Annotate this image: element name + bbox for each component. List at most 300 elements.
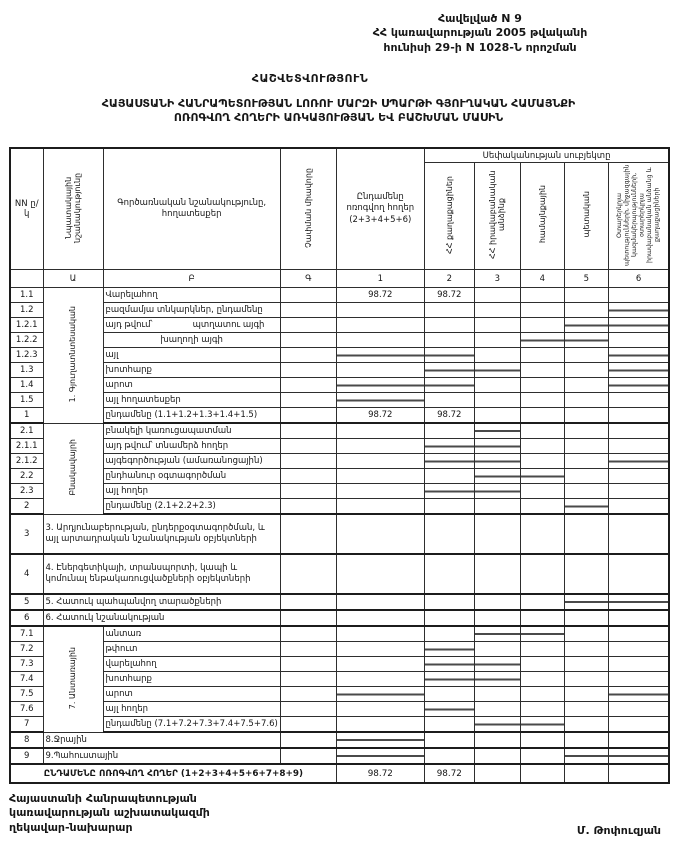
land-type-cell	[103, 363, 280, 378]
value-cell	[608, 610, 669, 626]
row-number-cell: 5	[10, 594, 43, 610]
group-label-cell	[43, 423, 103, 514]
land-type-label: 4. Էներգետիկայի, տրանսպորտի, կապի և կոմունալ ենթակառուցվածքների օբյեկտների	[45, 563, 251, 584]
value-cell	[564, 657, 608, 672]
value-cell	[608, 348, 669, 363]
table-row	[10, 348, 669, 363]
table-row	[10, 748, 669, 764]
value-cell	[336, 626, 424, 642]
value-cell	[424, 378, 474, 393]
value-cell	[608, 363, 669, 378]
column-header-total: Ընդամենը ոռոգվող հողեր (2+3+4+5+6)	[336, 148, 424, 270]
land-type-cell	[103, 378, 280, 393]
appendix-number: Հավելված N 9	[438, 12, 522, 25]
value-cell	[520, 514, 564, 554]
value-cell	[336, 672, 424, 687]
unit-cell	[280, 348, 336, 363]
value-cell	[608, 687, 669, 702]
value-cell	[474, 610, 520, 626]
unit-cell	[280, 484, 336, 499]
row-number-cell: 1.2.2	[10, 333, 43, 348]
appendix-header	[315, 12, 645, 55]
value-cell	[336, 439, 424, 454]
land-type-label: Վարելահող	[105, 290, 158, 300]
row-number-cell: 9	[10, 748, 43, 764]
decree-line-2: հունիսի 29-ի N 1028-Ն որոշման	[383, 40, 577, 54]
land-type-cell	[103, 484, 280, 499]
value-cell	[336, 363, 424, 378]
row-number-cell: 1.2.1	[10, 318, 43, 333]
value-cell	[564, 748, 608, 764]
value-cell	[564, 554, 608, 594]
grand-total-value-cell	[520, 764, 564, 783]
unit-cell	[280, 514, 336, 554]
value-cell	[424, 672, 474, 687]
column-index-cell: Բ	[103, 270, 280, 288]
value-cell	[474, 363, 520, 378]
table-row	[10, 642, 669, 657]
value-cell	[474, 378, 520, 393]
value-cell	[564, 363, 608, 378]
row-number-cell: 7.5	[10, 687, 43, 702]
value-cell	[520, 717, 564, 733]
land-type-label: 6. Հատուկ նշանակության	[45, 612, 165, 623]
column-header-foreign	[608, 163, 669, 270]
land-type-label: 8.Ջրային	[45, 734, 87, 745]
value-cell	[424, 594, 474, 610]
value-cell	[564, 702, 608, 717]
unit-cell	[280, 610, 336, 626]
land-type-sublabel: պտղատու այգի	[192, 320, 265, 330]
row-number-cell: 2.1.2	[10, 454, 43, 469]
value-cell	[520, 657, 564, 672]
row-number-cell: 2	[10, 499, 43, 515]
row-number-cell: 3	[10, 514, 43, 554]
land-type-cell	[103, 423, 280, 439]
value-cell	[564, 499, 608, 515]
value-cell	[520, 484, 564, 499]
table-row	[10, 333, 669, 348]
value-cell	[474, 408, 520, 424]
unit-cell	[280, 303, 336, 318]
land-type-label: 5. Հատուկ պահպանվող տարածքների	[45, 596, 222, 607]
land-type-cell	[103, 626, 280, 642]
row-number-cell: 7	[10, 717, 43, 733]
value-cell	[520, 318, 564, 333]
state-header-text: պետական	[581, 191, 591, 238]
land-type-cell	[43, 732, 280, 748]
office-line-1: Հայաստանի Հանրապետության	[9, 792, 197, 805]
value-cell	[520, 672, 564, 687]
row-number-cell: 6	[10, 610, 43, 626]
value-cell	[564, 594, 608, 610]
value-cell	[474, 303, 520, 318]
value-cell	[336, 378, 424, 393]
value-cell	[474, 423, 520, 439]
land-type-label: այլ հողեր	[105, 486, 149, 496]
value-cell	[424, 514, 474, 554]
value-cell	[474, 594, 520, 610]
row-number-cell: 7.2	[10, 642, 43, 657]
value-cell	[608, 318, 669, 333]
value-cell	[564, 303, 608, 318]
grand-total-value-cell	[474, 764, 520, 783]
value-cell	[424, 423, 474, 439]
value-cell	[564, 717, 608, 733]
value-cell	[564, 393, 608, 408]
value-cell	[336, 702, 424, 717]
column-header-functional	[103, 148, 280, 270]
value-cell	[520, 469, 564, 484]
report-title-line-1: ՀԱՅԱՍՏԱՆԻ ՀԱՆՐԱՊԵՏՈՒԹՅԱՆ ԼՈՌՈՒ ՄԱՐԶԻ ՍՊԱՐԹԻ ԳՅՈՒՂԱԿԱՆ ՀԱՄԱՅՆՔԻ	[101, 97, 576, 110]
ownership-subject-header: Սեփականության սուբյեկտը	[424, 148, 669, 163]
unit-cell	[280, 594, 336, 610]
unit-cell	[280, 717, 336, 733]
row-number-cell: 2.3	[10, 484, 43, 499]
land-type-cell	[103, 657, 280, 672]
land-type-label: արոտ	[105, 689, 133, 699]
value-cell: 98.72	[424, 288, 474, 303]
decree-line-1: ՀՀ կառավարության 2005 թվականի	[372, 26, 588, 40]
value-cell	[608, 514, 669, 554]
unit-header-text: Չափման միավորը	[303, 167, 313, 248]
value-cell	[474, 672, 520, 687]
value-cell	[474, 642, 520, 657]
land-type-cell	[43, 594, 280, 610]
group-label-cell	[43, 626, 103, 732]
land-type-cell	[43, 514, 280, 554]
value-cell	[336, 499, 424, 515]
table-head	[10, 148, 669, 288]
column-index-cell: 6	[608, 270, 669, 288]
value-cell	[564, 672, 608, 687]
value-cell	[608, 454, 669, 469]
land-type-label: ընդհանուր օգտագործման	[105, 471, 227, 481]
row-number-cell: 1.5	[10, 393, 43, 408]
row-number-cell: 1	[10, 408, 43, 424]
irrigated-lands-table	[9, 147, 670, 784]
unit-cell	[280, 423, 336, 439]
value-cell	[520, 393, 564, 408]
value-cell	[336, 393, 424, 408]
value-cell	[424, 687, 474, 702]
value-cell	[608, 702, 669, 717]
value-cell	[474, 348, 520, 363]
grand-total-value-cell	[564, 764, 608, 783]
value-cell	[336, 687, 424, 702]
value-cell: 98.72	[424, 408, 474, 424]
value-cell	[474, 748, 520, 764]
row-number-cell: 7.6	[10, 702, 43, 717]
value-cell	[424, 610, 474, 626]
value-cell	[424, 642, 474, 657]
value-cell	[336, 348, 424, 363]
land-type-cell	[103, 303, 280, 318]
value-cell	[424, 732, 474, 748]
value-cell	[608, 672, 669, 687]
value-cell	[520, 748, 564, 764]
value-cell	[474, 333, 520, 348]
table-row	[10, 303, 669, 318]
value-cell	[336, 732, 424, 748]
community-header-text: համայնքային	[537, 185, 547, 244]
group-label-text: 1. Գյուղատնտեսական	[68, 305, 78, 402]
table-row	[10, 554, 669, 594]
value-cell	[608, 408, 669, 424]
value-cell	[424, 454, 474, 469]
row-number-cell: 7.4	[10, 672, 43, 687]
row-number-cell: 7.1	[10, 626, 43, 642]
value-cell	[608, 439, 669, 454]
citizens-header-text: ՀՀ քաղաքացիներ	[444, 175, 454, 254]
land-type-label: թփուտ	[105, 644, 138, 654]
value-cell	[520, 687, 564, 702]
table-row	[10, 594, 669, 610]
unit-cell	[280, 408, 336, 424]
value-cell	[424, 333, 474, 348]
value-cell	[474, 732, 520, 748]
column-index-cell: 1	[336, 270, 424, 288]
land-type-cell	[103, 333, 280, 348]
footer-office	[9, 792, 210, 835]
value-cell	[336, 554, 424, 594]
table-row	[10, 514, 669, 554]
value-cell	[608, 554, 669, 594]
table-row	[10, 732, 669, 748]
group-label-text: Բնակավայրի	[68, 438, 78, 496]
column-index-cell	[10, 270, 43, 288]
unit-cell	[280, 657, 336, 672]
table-row	[10, 626, 669, 642]
land-type-cell	[103, 499, 280, 515]
row-number-cell: 2.1.1	[10, 439, 43, 454]
value-cell	[608, 657, 669, 672]
value-cell	[474, 499, 520, 515]
value-cell	[474, 687, 520, 702]
value-cell	[474, 288, 520, 303]
value-cell	[424, 499, 474, 515]
land-type-label: ընդամենը (1.1+1.2+1.3+1.4+1.5)	[105, 410, 258, 420]
value-cell	[474, 393, 520, 408]
table-row	[10, 672, 669, 687]
land-type-cell	[43, 748, 280, 764]
land-type-cell	[103, 672, 280, 687]
unit-cell	[280, 499, 336, 515]
value-cell	[608, 499, 669, 515]
land-type-cell	[103, 454, 280, 469]
value-cell	[424, 469, 474, 484]
land-type-label: այլ	[105, 350, 119, 360]
value-cell	[520, 303, 564, 318]
unit-cell	[280, 748, 336, 764]
value-cell	[424, 717, 474, 733]
unit-cell	[280, 642, 336, 657]
grand-total-value-cell: 98.72	[424, 764, 474, 783]
table-row	[10, 408, 669, 424]
row-number-cell: 2.1	[10, 423, 43, 439]
value-cell	[336, 469, 424, 484]
land-type-label: այդ թվում՝	[105, 320, 153, 330]
grand-total-value-cell	[608, 764, 669, 783]
value-cell	[608, 717, 669, 733]
land-type-label: խոտհարք	[105, 674, 152, 684]
grand-total-value-cell: 98.72	[336, 764, 424, 783]
value-cell	[564, 642, 608, 657]
table-row	[10, 469, 669, 484]
value-cell	[474, 469, 520, 484]
land-type-cell	[103, 348, 280, 363]
value-cell	[424, 363, 474, 378]
report-title	[0, 97, 677, 125]
value-cell	[336, 514, 424, 554]
land-type-cell	[103, 318, 280, 333]
unit-cell	[280, 626, 336, 642]
land-type-cell	[43, 554, 280, 594]
value-cell	[336, 484, 424, 499]
unit-cell	[280, 687, 336, 702]
value-cell	[336, 748, 424, 764]
value-cell	[424, 439, 474, 454]
value-cell	[336, 594, 424, 610]
value-cell	[564, 610, 608, 626]
value-cell	[424, 303, 474, 318]
value-cell	[564, 439, 608, 454]
value-cell	[424, 348, 474, 363]
land-type-cell	[103, 408, 280, 424]
table-row	[10, 288, 669, 303]
value-cell	[520, 610, 564, 626]
land-type-label: այգեգործության (ամառանոցային)	[105, 456, 263, 466]
value-cell	[520, 423, 564, 439]
table-row	[10, 454, 669, 469]
value-cell	[424, 748, 474, 764]
table-row	[10, 687, 669, 702]
value-cell	[520, 454, 564, 469]
land-type-cell	[103, 717, 280, 733]
unit-cell	[280, 672, 336, 687]
column-index-cell: 3	[474, 270, 520, 288]
row-number-cell: 8	[10, 732, 43, 748]
row-number-cell: 4	[10, 554, 43, 594]
land-type-label: բազմամյա տնկարկներ, ընդամենը	[105, 305, 263, 315]
value-cell	[608, 423, 669, 439]
unit-cell	[280, 469, 336, 484]
row-number-cell: 1.4	[10, 378, 43, 393]
land-type-cell	[103, 288, 280, 303]
group-label-cell	[43, 288, 103, 424]
value-cell	[564, 348, 608, 363]
value-cell	[424, 702, 474, 717]
column-index-cell: Գ	[280, 270, 336, 288]
land-type-cell	[103, 702, 280, 717]
value-cell	[608, 303, 669, 318]
value-cell	[474, 702, 520, 717]
land-type-label: վարելահող	[105, 659, 157, 669]
value-cell	[520, 499, 564, 515]
land-type-cell	[103, 469, 280, 484]
group-label-text: 7. Անտառային	[68, 646, 78, 709]
value-cell	[564, 318, 608, 333]
office-line-2: կառավարության աշխատակազմի	[9, 806, 210, 820]
value-cell: 98.72	[336, 288, 424, 303]
row-number-cell: 1.2.3	[10, 348, 43, 363]
value-cell	[336, 333, 424, 348]
row-number-cell: 7.3	[10, 657, 43, 672]
value-cell	[424, 554, 474, 594]
value-cell	[474, 484, 520, 499]
value-cell	[520, 333, 564, 348]
table-row	[10, 439, 669, 454]
value-cell	[608, 594, 669, 610]
value-cell	[608, 642, 669, 657]
value-cell	[608, 378, 669, 393]
value-cell: 98.72	[336, 408, 424, 424]
value-cell	[336, 318, 424, 333]
report-label: ՀԱՇՎԵՏՎՈՒԹՅՈՒՆ	[251, 72, 369, 85]
value-cell	[564, 687, 608, 702]
unit-cell	[280, 288, 336, 303]
table-row	[10, 610, 669, 626]
land-type-label: 9.Պահուստային	[45, 750, 119, 761]
functional-header-text: Գործառնական նշանակությունը, հողատեսքեր	[117, 197, 267, 219]
unit-cell	[280, 393, 336, 408]
value-cell	[608, 626, 669, 642]
value-cell	[520, 626, 564, 642]
table-row	[10, 499, 669, 515]
land-type-cell	[103, 687, 280, 702]
signature-name: Մ. Թոփուզյան	[576, 824, 661, 837]
value-cell	[564, 423, 608, 439]
value-cell	[564, 514, 608, 554]
value-cell	[474, 657, 520, 672]
unit-cell	[280, 454, 336, 469]
column-index-row	[10, 270, 669, 288]
column-header-citizens	[424, 163, 474, 270]
unit-cell	[280, 439, 336, 454]
land-type-label: ընդամենը (2.1+2.2+2.3)	[105, 501, 216, 511]
value-cell	[520, 642, 564, 657]
column-header-legal-entities	[474, 163, 520, 270]
table-row	[10, 318, 669, 333]
table-row	[10, 363, 669, 378]
value-cell	[564, 288, 608, 303]
value-cell	[564, 484, 608, 499]
unit-cell	[280, 702, 336, 717]
table-row	[10, 702, 669, 717]
value-cell	[474, 626, 520, 642]
value-cell	[336, 454, 424, 469]
value-cell	[336, 717, 424, 733]
value-cell	[336, 657, 424, 672]
land-type-label: այդ թվում՝ տնամերձ հողեր	[105, 441, 229, 451]
value-cell	[474, 454, 520, 469]
row-number-cell: 1.1	[10, 288, 43, 303]
column-index-cell: 2	[424, 270, 474, 288]
value-cell	[424, 626, 474, 642]
land-type-label: 3. Արդյունաբերության, ընդերքօգտագործման, և այլ արտադրական նշանակության օբյեկտների	[45, 523, 265, 544]
unit-cell	[280, 333, 336, 348]
table-row	[10, 657, 669, 672]
value-cell	[608, 748, 669, 764]
legal-entities-header-text: ՀՀ իրավաբանական անձինք	[488, 170, 507, 259]
grand-total-row	[10, 764, 669, 783]
value-cell	[564, 454, 608, 469]
purpose-header-text: Նպատակային նշանակությունը	[63, 172, 82, 243]
column-header-state	[564, 163, 608, 270]
column-index-cell: Ա	[43, 270, 103, 288]
value-cell	[608, 333, 669, 348]
value-cell	[564, 626, 608, 642]
